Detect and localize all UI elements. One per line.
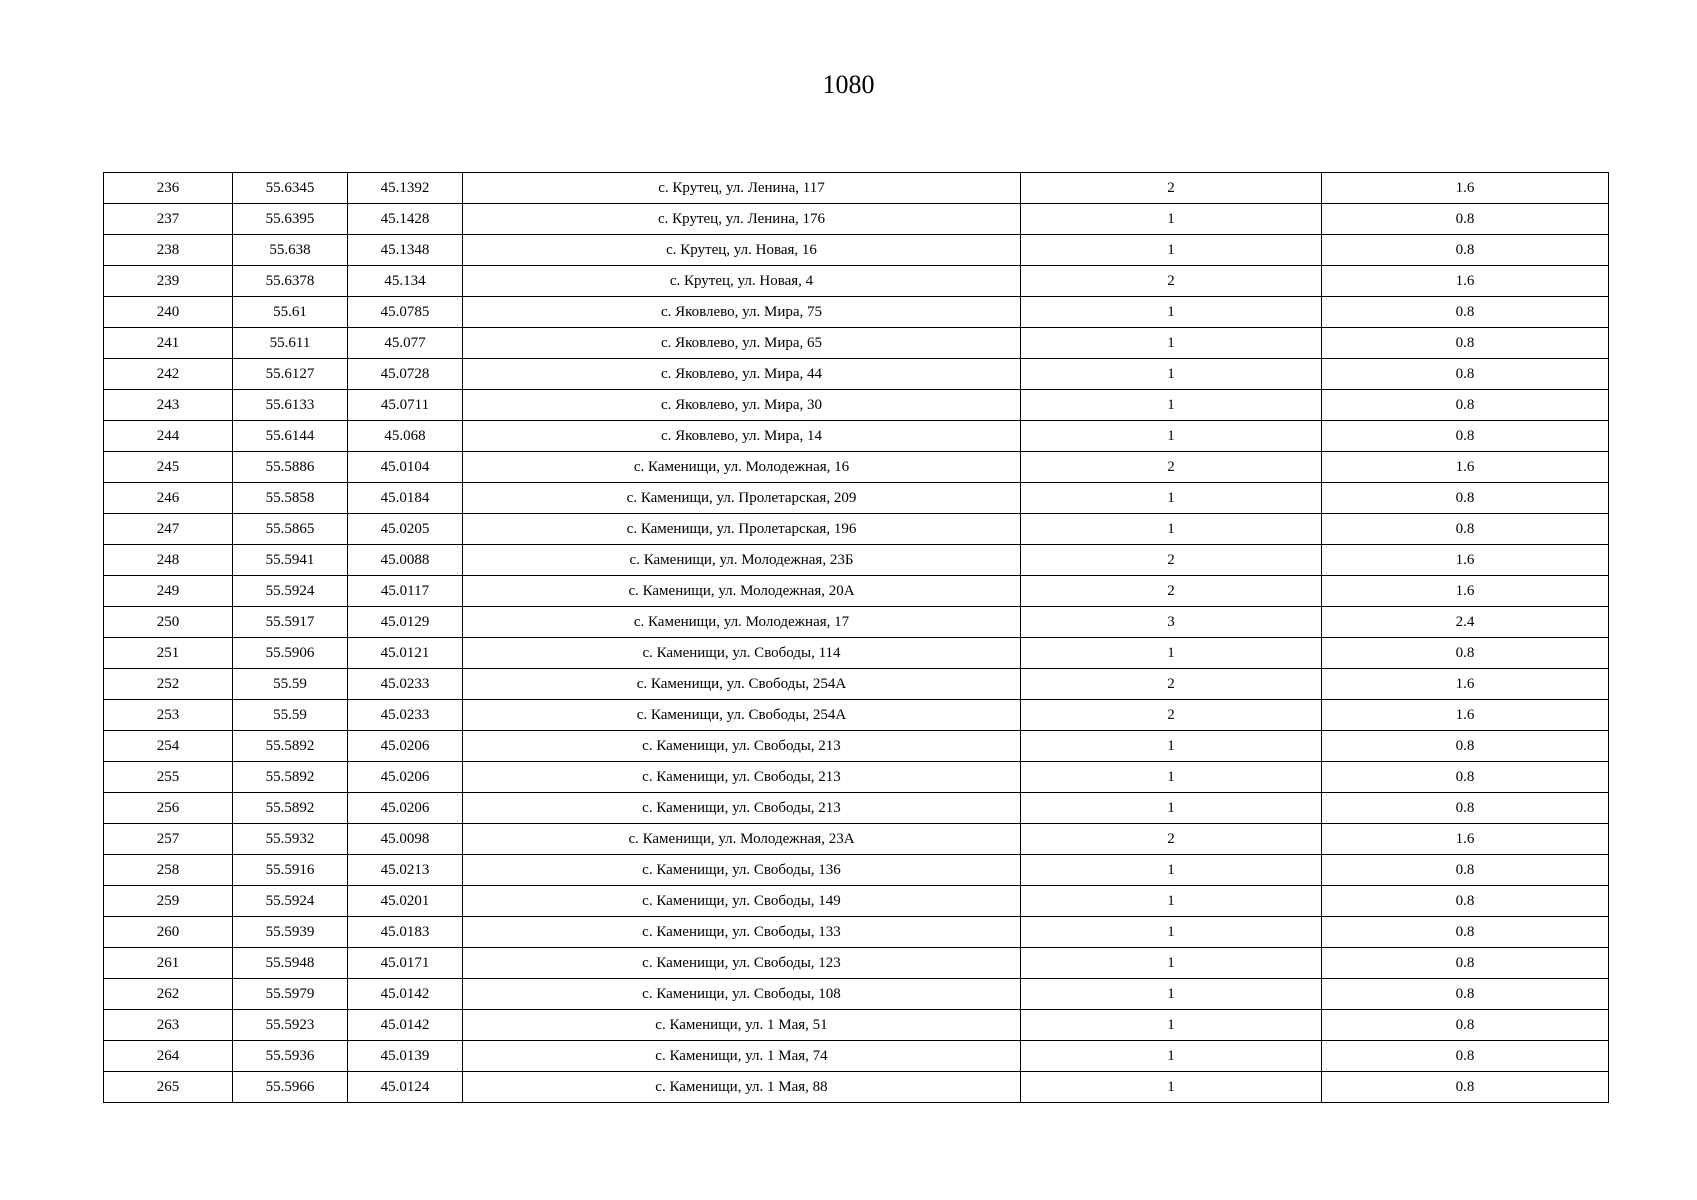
table-row xyxy=(104,452,1609,483)
count-cell: 1 xyxy=(1021,235,1322,266)
latitude-cell: 55.5979 xyxy=(233,979,348,1010)
volume-cell: 0.8 xyxy=(1322,297,1609,328)
volume-cell: 2.4 xyxy=(1322,607,1609,638)
volume-cell: 1.6 xyxy=(1322,700,1609,731)
count-cell: 1 xyxy=(1021,1041,1322,1072)
table-row xyxy=(104,1010,1609,1041)
table-row xyxy=(104,173,1609,204)
address-cell: с. Крутец, ул. Новая, 4 xyxy=(463,266,1021,297)
longitude-cell: 45.0233 xyxy=(348,700,463,731)
count-cell: 1 xyxy=(1021,948,1322,979)
table-row xyxy=(104,204,1609,235)
longitude-cell: 45.1428 xyxy=(348,204,463,235)
count-cell: 2 xyxy=(1021,669,1322,700)
volume-cell: 0.8 xyxy=(1322,1041,1609,1072)
address-cell: с. Каменищи, ул. Свободы, 114 xyxy=(463,638,1021,669)
count-cell: 3 xyxy=(1021,607,1322,638)
address-cell: с. Яковлево, ул. Мира, 75 xyxy=(463,297,1021,328)
latitude-cell: 55.5892 xyxy=(233,793,348,824)
latitude-cell: 55.59 xyxy=(233,669,348,700)
longitude-cell: 45.0139 xyxy=(348,1041,463,1072)
table-row xyxy=(104,793,1609,824)
volume-cell: 0.8 xyxy=(1322,204,1609,235)
table-row xyxy=(104,1041,1609,1072)
latitude-cell: 55.611 xyxy=(233,328,348,359)
count-cell: 1 xyxy=(1021,793,1322,824)
address-cell: с. Каменищи, ул. Молодежная, 23Б xyxy=(463,545,1021,576)
page-number: 1080 xyxy=(822,70,875,99)
count-cell: 1 xyxy=(1021,359,1322,390)
longitude-cell: 45.0142 xyxy=(348,1010,463,1041)
table-row xyxy=(104,607,1609,638)
volume-cell: 0.8 xyxy=(1322,762,1609,793)
count-cell: 1 xyxy=(1021,1010,1322,1041)
address-cell: с. Каменищи, ул. Молодежная, 16 xyxy=(463,452,1021,483)
count-cell: 1 xyxy=(1021,855,1322,886)
latitude-cell: 55.5941 xyxy=(233,545,348,576)
count-cell: 1 xyxy=(1021,638,1322,669)
table-row xyxy=(104,731,1609,762)
row-number-cell: 239 xyxy=(104,266,233,297)
latitude-cell: 55.6127 xyxy=(233,359,348,390)
row-number-cell: 259 xyxy=(104,886,233,917)
longitude-cell: 45.0785 xyxy=(348,297,463,328)
longitude-cell: 45.0183 xyxy=(348,917,463,948)
table-row xyxy=(104,1072,1609,1103)
address-cell: с. Яковлево, ул. Мира, 44 xyxy=(463,359,1021,390)
table-row xyxy=(104,576,1609,607)
table-row xyxy=(104,824,1609,855)
volume-cell: 0.8 xyxy=(1322,1072,1609,1103)
longitude-cell: 45.068 xyxy=(348,421,463,452)
address-cell: с. Каменищи, ул. Свободы, 213 xyxy=(463,793,1021,824)
latitude-cell: 55.5923 xyxy=(233,1010,348,1041)
table-row xyxy=(104,328,1609,359)
latitude-cell: 55.6345 xyxy=(233,173,348,204)
count-cell: 1 xyxy=(1021,483,1322,514)
row-number-cell: 247 xyxy=(104,514,233,545)
volume-cell: 0.8 xyxy=(1322,328,1609,359)
table-body xyxy=(104,173,1609,1103)
row-number-cell: 260 xyxy=(104,917,233,948)
volume-cell: 0.8 xyxy=(1322,421,1609,452)
longitude-cell: 45.0206 xyxy=(348,762,463,793)
table-row xyxy=(104,390,1609,421)
table-row xyxy=(104,545,1609,576)
table-row xyxy=(104,421,1609,452)
longitude-cell: 45.0088 xyxy=(348,545,463,576)
volume-cell: 1.6 xyxy=(1322,266,1609,297)
table-row xyxy=(104,638,1609,669)
latitude-cell: 55.6395 xyxy=(233,204,348,235)
volume-cell: 0.8 xyxy=(1322,731,1609,762)
volume-cell: 0.8 xyxy=(1322,483,1609,514)
row-number-cell: 245 xyxy=(104,452,233,483)
row-number-cell: 253 xyxy=(104,700,233,731)
longitude-cell: 45.0121 xyxy=(348,638,463,669)
address-cell: с. Каменищи, ул. Свободы, 133 xyxy=(463,917,1021,948)
address-cell: с. Каменищи, ул. 1 Мая, 74 xyxy=(463,1041,1021,1072)
longitude-cell: 45.0129 xyxy=(348,607,463,638)
volume-cell: 0.8 xyxy=(1322,359,1609,390)
address-cell: с. Крутец, ул. Ленина, 117 xyxy=(463,173,1021,204)
row-number-cell: 240 xyxy=(104,297,233,328)
address-cell: с. Каменищи, ул. Свободы, 213 xyxy=(463,731,1021,762)
row-number-cell: 249 xyxy=(104,576,233,607)
longitude-cell: 45.0711 xyxy=(348,390,463,421)
row-number-cell: 264 xyxy=(104,1041,233,1072)
volume-cell: 1.6 xyxy=(1322,173,1609,204)
volume-cell: 0.8 xyxy=(1322,979,1609,1010)
address-cell: с. Каменищи, ул. Свободы, 123 xyxy=(463,948,1021,979)
count-cell: 2 xyxy=(1021,452,1322,483)
volume-cell: 1.6 xyxy=(1322,452,1609,483)
volume-cell: 0.8 xyxy=(1322,514,1609,545)
table-row xyxy=(104,886,1609,917)
address-cell: с. Крутец, ул. Ленина, 176 xyxy=(463,204,1021,235)
row-number-cell: 262 xyxy=(104,979,233,1010)
volume-cell: 0.8 xyxy=(1322,390,1609,421)
latitude-cell: 55.5886 xyxy=(233,452,348,483)
row-number-cell: 265 xyxy=(104,1072,233,1103)
volume-cell: 0.8 xyxy=(1322,235,1609,266)
latitude-cell: 55.5865 xyxy=(233,514,348,545)
longitude-cell: 45.0171 xyxy=(348,948,463,979)
address-cell: с. Яковлево, ул. Мира, 14 xyxy=(463,421,1021,452)
row-number-cell: 238 xyxy=(104,235,233,266)
longitude-cell: 45.0205 xyxy=(348,514,463,545)
address-cell: с. Каменищи, ул. Свободы, 149 xyxy=(463,886,1021,917)
count-cell: 2 xyxy=(1021,173,1322,204)
count-cell: 1 xyxy=(1021,390,1322,421)
address-cell: с. Каменищи, ул. Молодежная, 17 xyxy=(463,607,1021,638)
volume-cell: 0.8 xyxy=(1322,1010,1609,1041)
volume-cell: 1.6 xyxy=(1322,824,1609,855)
latitude-cell: 55.5892 xyxy=(233,762,348,793)
volume-cell: 0.8 xyxy=(1322,886,1609,917)
longitude-cell: 45.0124 xyxy=(348,1072,463,1103)
table-row xyxy=(104,235,1609,266)
table-row xyxy=(104,266,1609,297)
longitude-cell: 45.0184 xyxy=(348,483,463,514)
count-cell: 2 xyxy=(1021,576,1322,607)
count-cell: 2 xyxy=(1021,700,1322,731)
longitude-cell: 45.0233 xyxy=(348,669,463,700)
longitude-cell: 45.0142 xyxy=(348,979,463,1010)
volume-cell: 1.6 xyxy=(1322,545,1609,576)
latitude-cell: 55.5924 xyxy=(233,886,348,917)
table-row xyxy=(104,669,1609,700)
latitude-cell: 55.5932 xyxy=(233,824,348,855)
latitude-cell: 55.5906 xyxy=(233,638,348,669)
table-row xyxy=(104,297,1609,328)
longitude-cell: 45.0206 xyxy=(348,793,463,824)
table-row xyxy=(104,483,1609,514)
row-number-cell: 252 xyxy=(104,669,233,700)
count-cell: 1 xyxy=(1021,297,1322,328)
data-table xyxy=(103,172,1609,1103)
latitude-cell: 55.6144 xyxy=(233,421,348,452)
count-cell: 1 xyxy=(1021,917,1322,948)
count-cell: 1 xyxy=(1021,762,1322,793)
count-cell: 1 xyxy=(1021,514,1322,545)
row-number-cell: 248 xyxy=(104,545,233,576)
address-cell: с. Яковлево, ул. Мира, 65 xyxy=(463,328,1021,359)
latitude-cell: 55.5916 xyxy=(233,855,348,886)
row-number-cell: 257 xyxy=(104,824,233,855)
address-cell: с. Каменищи, ул. 1 Мая, 51 xyxy=(463,1010,1021,1041)
count-cell: 1 xyxy=(1021,979,1322,1010)
longitude-cell: 45.0206 xyxy=(348,731,463,762)
table-row xyxy=(104,514,1609,545)
latitude-cell: 55.59 xyxy=(233,700,348,731)
latitude-cell: 55.5892 xyxy=(233,731,348,762)
latitude-cell: 55.5948 xyxy=(233,948,348,979)
longitude-cell: 45.134 xyxy=(348,266,463,297)
row-number-cell: 261 xyxy=(104,948,233,979)
latitude-cell: 55.6378 xyxy=(233,266,348,297)
table-row xyxy=(104,855,1609,886)
longitude-cell: 45.1348 xyxy=(348,235,463,266)
address-cell: с. Каменищи, ул. Свободы, 136 xyxy=(463,855,1021,886)
address-cell: с. Крутец, ул. Новая, 16 xyxy=(463,235,1021,266)
longitude-cell: 45.0098 xyxy=(348,824,463,855)
latitude-cell: 55.638 xyxy=(233,235,348,266)
address-cell: с. Каменищи, ул. Свободы, 213 xyxy=(463,762,1021,793)
longitude-cell: 45.0117 xyxy=(348,576,463,607)
latitude-cell: 55.5939 xyxy=(233,917,348,948)
table-row xyxy=(104,359,1609,390)
longitude-cell: 45.0213 xyxy=(348,855,463,886)
count-cell: 1 xyxy=(1021,1072,1322,1103)
latitude-cell: 55.5917 xyxy=(233,607,348,638)
table-row xyxy=(104,948,1609,979)
row-number-cell: 255 xyxy=(104,762,233,793)
address-cell: с. Каменищи, ул. Молодежная, 20А xyxy=(463,576,1021,607)
row-number-cell: 244 xyxy=(104,421,233,452)
address-cell: с. Каменищи, ул. Пролетарская, 196 xyxy=(463,514,1021,545)
latitude-cell: 55.61 xyxy=(233,297,348,328)
table-row xyxy=(104,762,1609,793)
address-cell: с. Каменищи, ул. Свободы, 254А xyxy=(463,700,1021,731)
latitude-cell: 55.6133 xyxy=(233,390,348,421)
count-cell: 2 xyxy=(1021,266,1322,297)
row-number-cell: 236 xyxy=(104,173,233,204)
table-row xyxy=(104,700,1609,731)
volume-cell: 1.6 xyxy=(1322,576,1609,607)
row-number-cell: 250 xyxy=(104,607,233,638)
latitude-cell: 55.5858 xyxy=(233,483,348,514)
row-number-cell: 237 xyxy=(104,204,233,235)
longitude-cell: 45.0728 xyxy=(348,359,463,390)
longitude-cell: 45.1392 xyxy=(348,173,463,204)
volume-cell: 0.8 xyxy=(1322,855,1609,886)
address-cell: с. Каменищи, ул. Молодежная, 23А xyxy=(463,824,1021,855)
address-cell: с. Яковлево, ул. Мира, 30 xyxy=(463,390,1021,421)
volume-cell: 0.8 xyxy=(1322,917,1609,948)
row-number-cell: 241 xyxy=(104,328,233,359)
row-number-cell: 258 xyxy=(104,855,233,886)
address-cell: с. Каменищи, ул. Свободы, 254А xyxy=(463,669,1021,700)
row-number-cell: 256 xyxy=(104,793,233,824)
address-cell: с. Каменищи, ул. Пролетарская, 209 xyxy=(463,483,1021,514)
count-cell: 1 xyxy=(1021,886,1322,917)
address-cell: с. Каменищи, ул. Свободы, 108 xyxy=(463,979,1021,1010)
row-number-cell: 254 xyxy=(104,731,233,762)
table-row xyxy=(104,917,1609,948)
count-cell: 1 xyxy=(1021,328,1322,359)
longitude-cell: 45.0201 xyxy=(348,886,463,917)
latitude-cell: 55.5936 xyxy=(233,1041,348,1072)
address-cell: с. Каменищи, ул. 1 Мая, 88 xyxy=(463,1072,1021,1103)
volume-cell: 1.6 xyxy=(1322,669,1609,700)
row-number-cell: 242 xyxy=(104,359,233,390)
volume-cell: 0.8 xyxy=(1322,793,1609,824)
row-number-cell: 263 xyxy=(104,1010,233,1041)
latitude-cell: 55.5924 xyxy=(233,576,348,607)
count-cell: 1 xyxy=(1021,204,1322,235)
row-number-cell: 251 xyxy=(104,638,233,669)
volume-cell: 0.8 xyxy=(1322,948,1609,979)
longitude-cell: 45.0104 xyxy=(348,452,463,483)
count-cell: 1 xyxy=(1021,731,1322,762)
longitude-cell: 45.077 xyxy=(348,328,463,359)
table-row xyxy=(104,979,1609,1010)
row-number-cell: 246 xyxy=(104,483,233,514)
volume-cell: 0.8 xyxy=(1322,638,1609,669)
count-cell: 1 xyxy=(1021,421,1322,452)
latitude-cell: 55.5966 xyxy=(233,1072,348,1103)
count-cell: 2 xyxy=(1021,824,1322,855)
row-number-cell: 243 xyxy=(104,390,233,421)
count-cell: 2 xyxy=(1021,545,1322,576)
